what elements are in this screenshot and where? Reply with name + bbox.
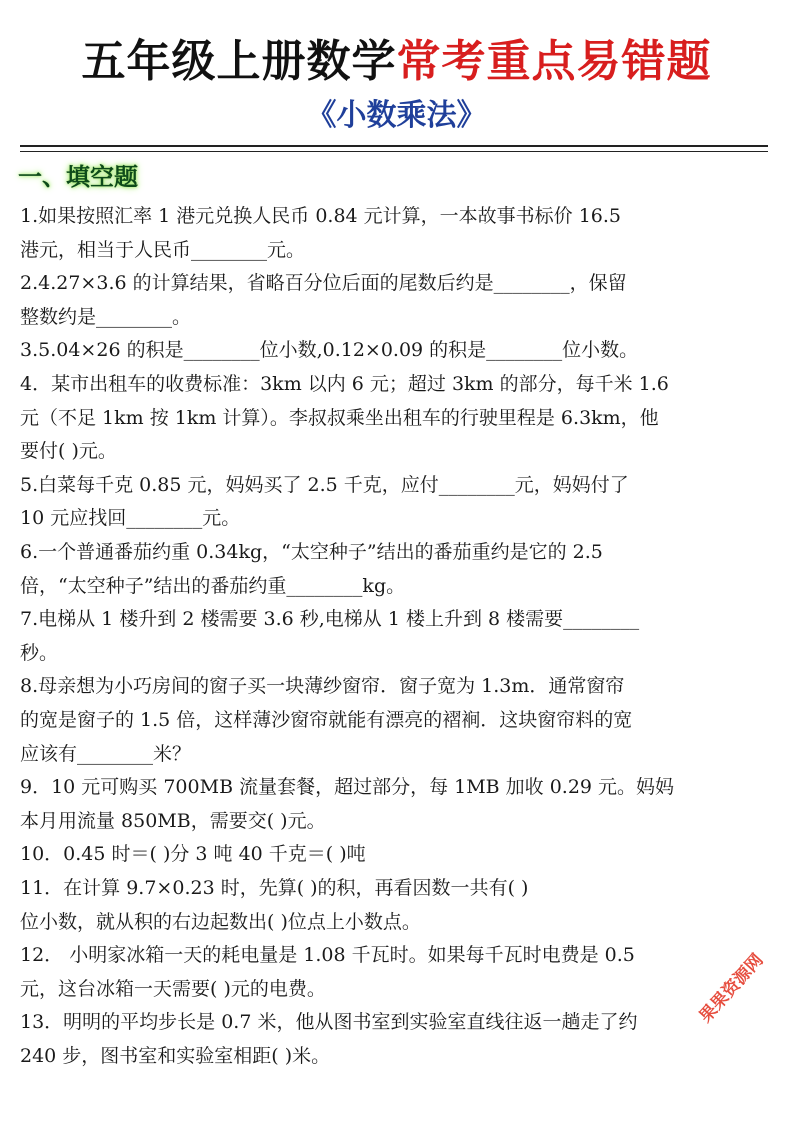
question-line: 本月用流量 850MB，需要交( )元。 xyxy=(20,810,326,832)
question-line: 240 步，图书室和实验室相距( )米。 xyxy=(20,1045,331,1067)
question-line: 10 元应找回________元。 xyxy=(20,507,241,529)
question-line: 位小数，就从积的右边起数出( )位点上小数点。 xyxy=(20,911,421,933)
question-line: 元，这台冰箱一天需要( )元的电费。 xyxy=(20,978,326,1000)
question-line: 2.4.27×3.6 的计算结果，省略百分位后面的尾数后约是________，保留 xyxy=(20,272,627,294)
question-line: 的宽是窗子的 1.5 倍，这样薄沙窗帘就能有漂亮的褶裥．这块窗帘料的宽 xyxy=(20,709,633,731)
page-subtitle: 《小数乘法》 xyxy=(306,98,487,133)
question-line: 11．在计算 9.7×0.23 时，先算( )的积，再看因数一共有( ) xyxy=(20,877,529,899)
page-title xyxy=(0,32,793,92)
question-line: 应该有________米？ xyxy=(20,743,192,765)
question-line: 倍，“太空种子”结出的番茄约重________kg。 xyxy=(20,575,406,597)
title-highlight: 常考重点易错题 xyxy=(396,36,712,87)
question-line: 5.白菜每千克 0.85 元，妈妈买了 2.5 千克，应付________元，妈妈付了 xyxy=(20,474,629,496)
watermark-logo: 果果资源网 xyxy=(695,950,768,1027)
question-line: 6.一个普通番茄约重 0.34kg，“太空种子”结出的番茄重约是它的 2.5 xyxy=(20,541,603,563)
section-heading: 一、填空题 xyxy=(18,163,138,191)
question-line: 秒。 xyxy=(20,642,59,664)
question-line: 元（不足 1km 按 1km 计算）。李叔叔乘坐出租车的行驶里程是 6.3km，他 xyxy=(20,407,659,429)
question-line: 1.如果按照汇率 1 港元兑换人民币 0.84 元计算，一本故事书标价 16.5 xyxy=(20,205,622,227)
divider-thin xyxy=(20,151,768,152)
question-line: 4．某市出租车的收费标准：3km 以内 6 元；超过 3km 的部分，每千米 1.6 xyxy=(20,373,669,395)
divider-thick xyxy=(20,145,768,147)
question-line: 8.母亲想为小巧房间的窗子买一块薄纱窗帘．窗子宽为 1.3m．通常窗帘 xyxy=(20,675,625,697)
question-line: 10．0.45 时＝( )分 3 吨 40 千克＝( )吨 xyxy=(20,843,366,865)
question-line: 13．明明的平均步长是 0.7 米，他从图书室到实验室直线往返一趟走了约 xyxy=(20,1011,638,1033)
question-line: 要付( )元。 xyxy=(20,440,117,462)
question-line: 整数约是________。 xyxy=(20,306,192,328)
question-line: 港元，相当于人民币________元。 xyxy=(20,239,306,261)
title-main: 五年级上册数学 xyxy=(81,36,397,87)
question-line: 3.5.04×26 的积是________位小数,0.12×0.09 的积是________位小数。 xyxy=(20,339,639,361)
question-line: 9．10 元可购买 700MB 流量套餐，超过部分，每 1MB 加收 0.29 元。妈妈 xyxy=(20,776,675,798)
question-line: 7.电梯从 1 楼升到 2 楼需要 3.6 秒,电梯从 1 楼上升到 8 楼需要________ xyxy=(20,608,640,630)
question-line: 12． 小明家冰箱一天的耗电量是 1.08 千瓦时。如果每千瓦时电费是 0.5 xyxy=(20,944,635,966)
